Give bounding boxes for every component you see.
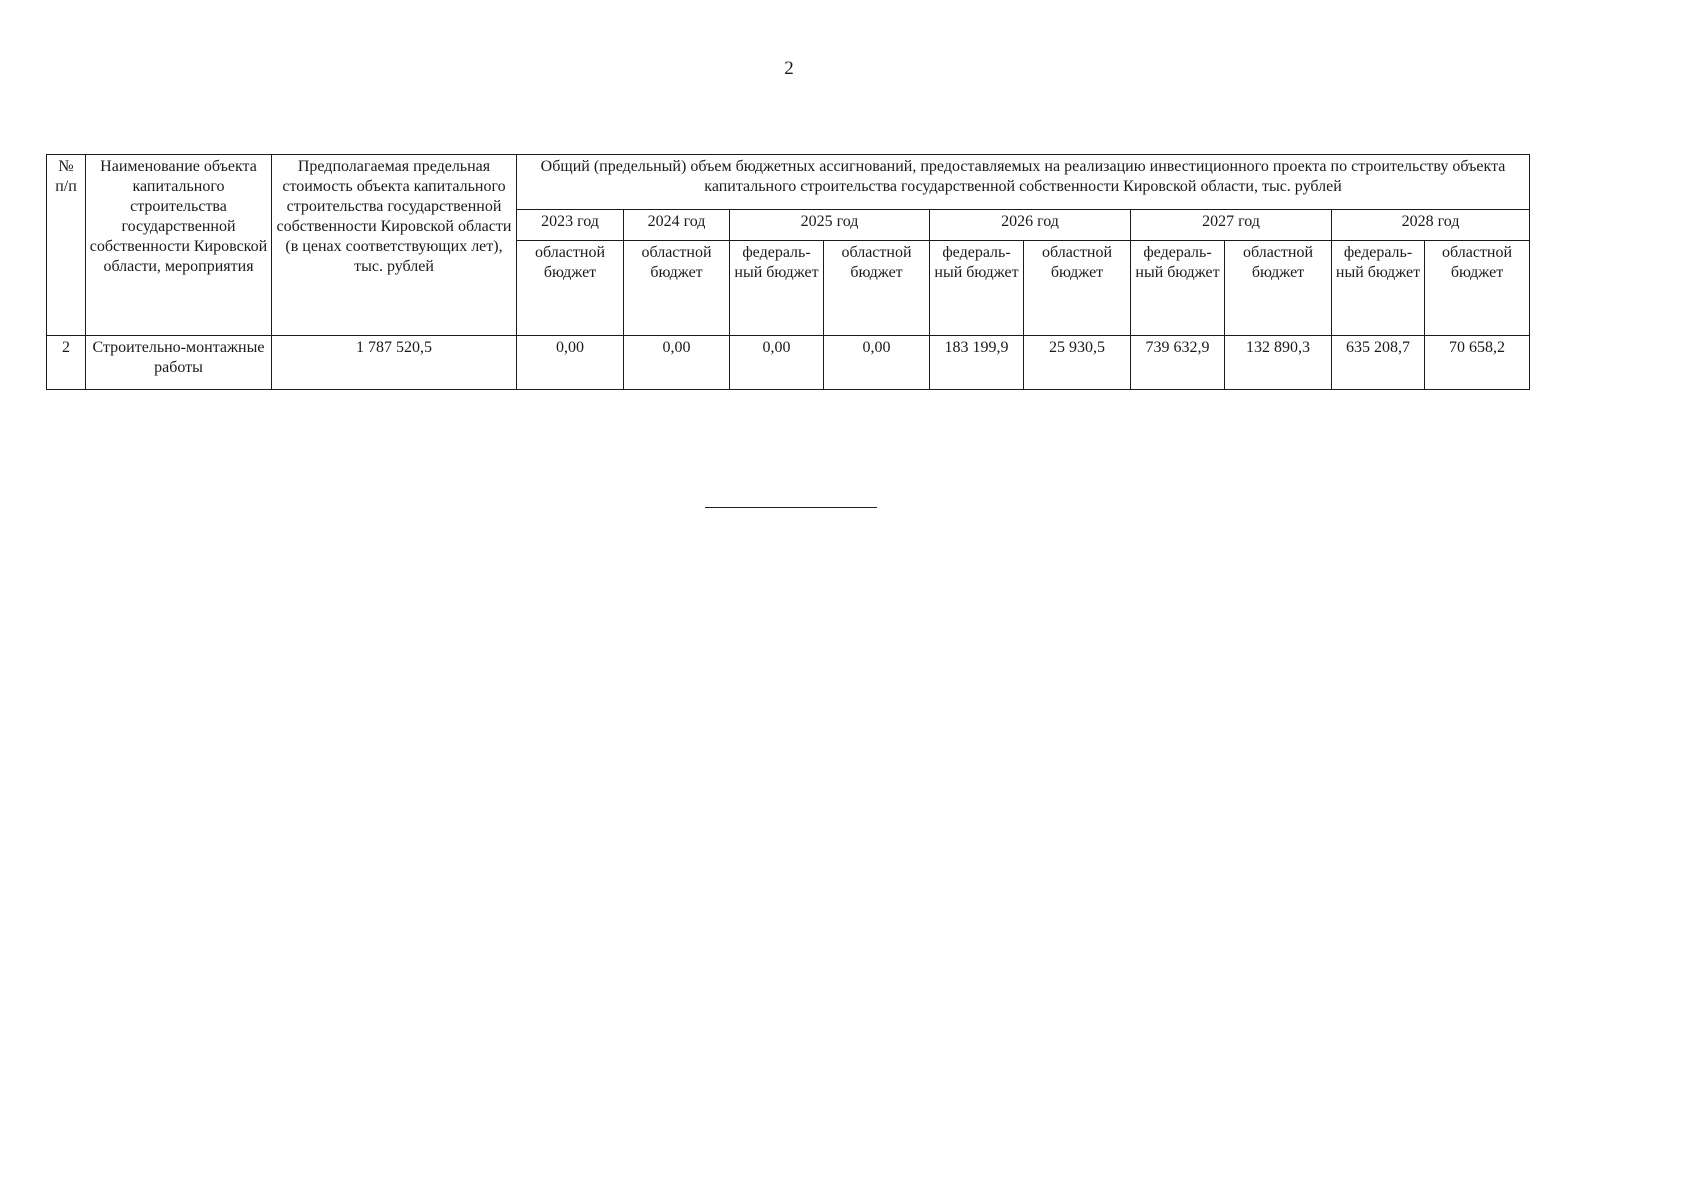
- row-object-name: Строительно-монтажные работы: [86, 336, 272, 390]
- header-estimated-cost: Предполагаемая предельная стоимость объекта капитального строительства государственной собственности Кировской области (в ценах соответствующих лет), тыс. рублей: [272, 155, 517, 336]
- end-of-document-rule: [705, 507, 877, 508]
- row-value: 0,00: [624, 336, 730, 390]
- row-number: 2: [47, 336, 86, 390]
- header-object-name: Наименование объекта капитального строительства государственной собственности Кировской области, мероприятия: [86, 155, 272, 336]
- row-value: 635 208,7: [1332, 336, 1425, 390]
- header-budget-type: федераль-ный бюджет: [1131, 241, 1225, 336]
- header-budget-type: областной бюджет: [824, 241, 930, 336]
- row-value: 132 890,3: [1225, 336, 1332, 390]
- header-total-volume: Общий (предельный) объем бюджетных ассигнований, предоставляемых на реализацию инвестиционного проекта по строительству объекта капитального строительства государственной собственности Кировской области, тыс. рублей: [517, 155, 1530, 210]
- row-value: 25 930,5: [1024, 336, 1131, 390]
- page-number: 2: [784, 58, 794, 79]
- header-budget-type: областной бюджет: [624, 241, 730, 336]
- header-budget-type: федераль-ный бюджет: [730, 241, 824, 336]
- header-year-2025: 2025 год: [730, 210, 930, 241]
- row-value: 0,00: [824, 336, 930, 390]
- table-row: [47, 336, 1530, 390]
- header-budget-type: федераль-ный бюджет: [1332, 241, 1425, 336]
- header-budget-type: областной бюджет: [1425, 241, 1530, 336]
- header-budget-type: областной бюджет: [517, 241, 624, 336]
- header-row-top: [47, 155, 1530, 210]
- row-value: 0,00: [730, 336, 824, 390]
- row-value: 70 658,2: [1425, 336, 1530, 390]
- budget-allocation-table: [46, 154, 1530, 390]
- header-year-2024: 2024 год: [624, 210, 730, 241]
- header-year-2023: 2023 год: [517, 210, 624, 241]
- header-year-2028: 2028 год: [1332, 210, 1530, 241]
- header-budget-type: федераль-ный бюджет: [930, 241, 1024, 336]
- row-value: 0,00: [517, 336, 624, 390]
- header-budget-type: областной бюджет: [1024, 241, 1131, 336]
- header-number: № п/п: [47, 155, 86, 336]
- row-cost: 1 787 520,5: [272, 336, 517, 390]
- header-year-2027: 2027 год: [1131, 210, 1332, 241]
- row-value: 739 632,9: [1131, 336, 1225, 390]
- row-value: 183 199,9: [930, 336, 1024, 390]
- header-budget-type: областной бюджет: [1225, 241, 1332, 336]
- header-year-2026: 2026 год: [930, 210, 1131, 241]
